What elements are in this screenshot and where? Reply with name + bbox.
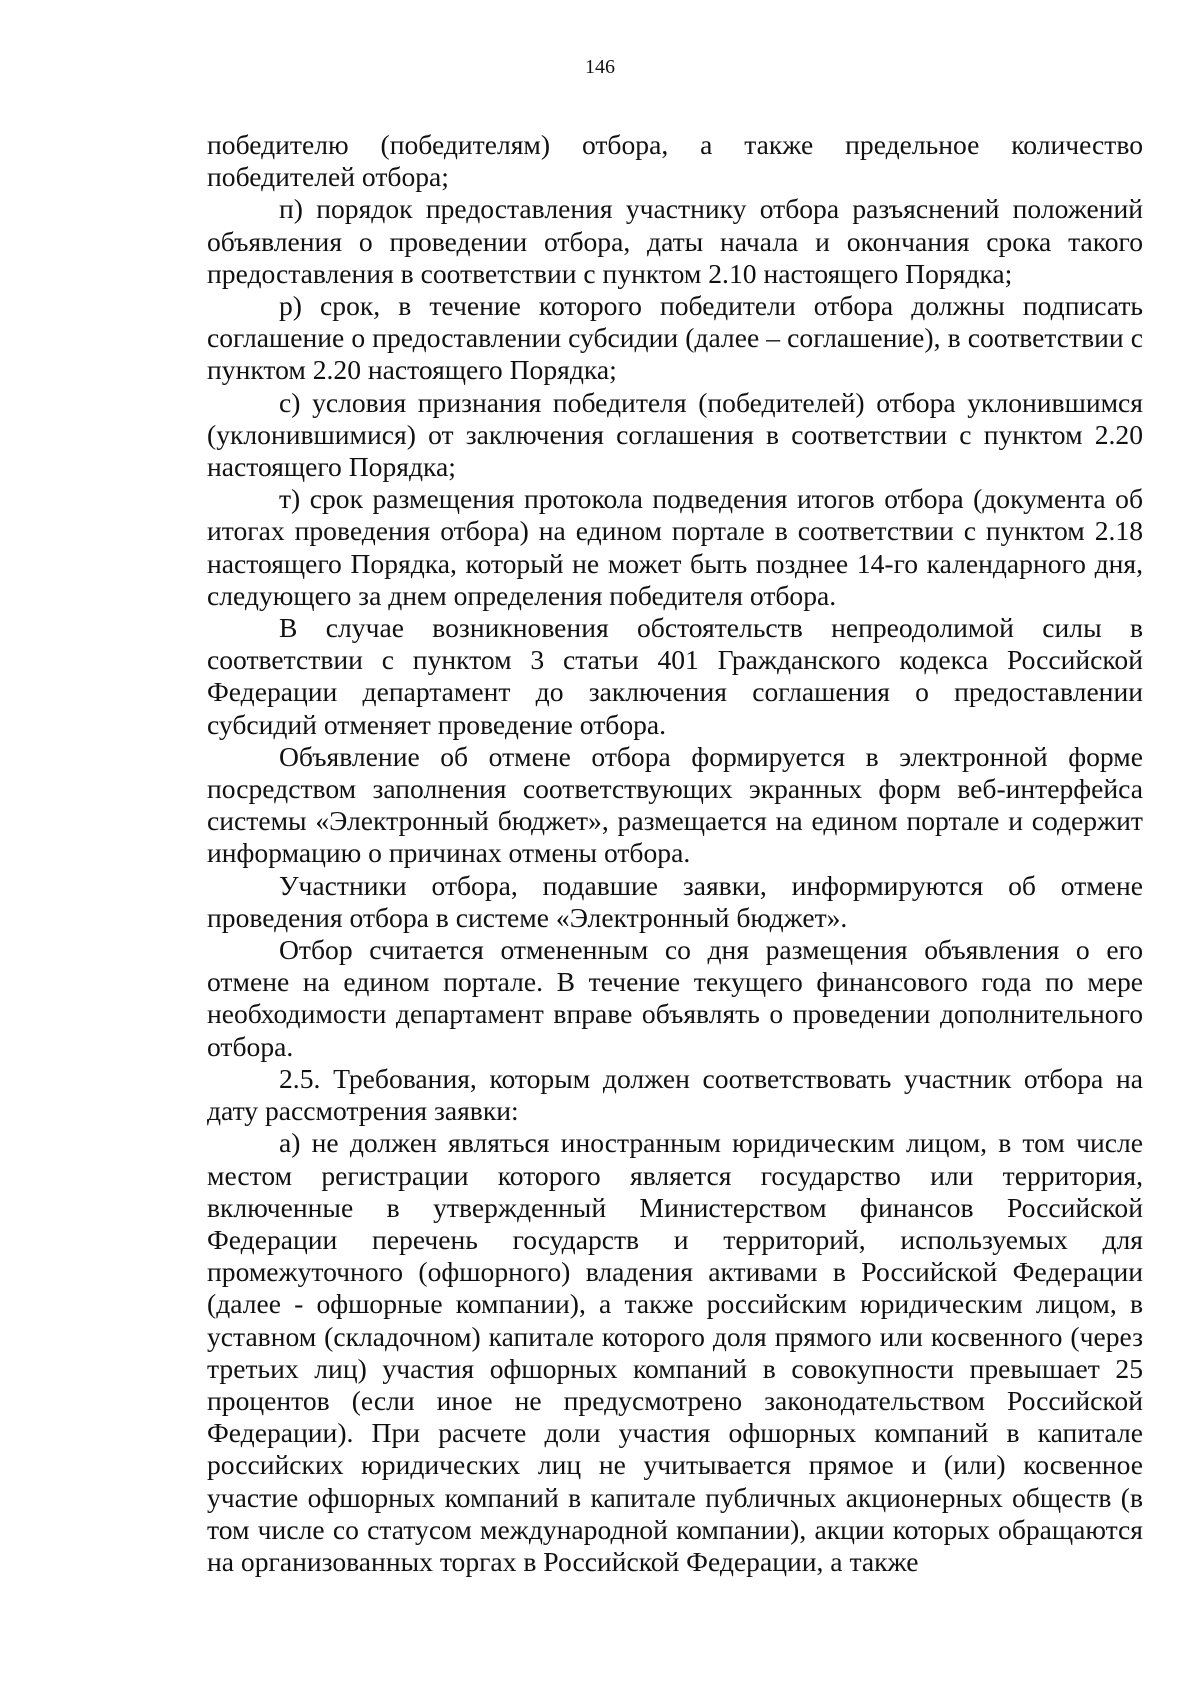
paragraph-item-a: а) не должен являться иностранным юридическим лицом, в том числе местом регистрации которого является государство или территория, включенные в утвержденный Министерством финансов Российской Федерации перечень государств и территорий, используемых для промежуточного (офшорного) владения активами в Российской Федерации (далее - офшорные компании), а также российским юридическим лицом, в уставном (складочном) капитале которого доля прямого или косвенного (через третьих лиц) участия офшорных компаний в совокупности превышает 25 процентов (если иное не предусмотрено законодательством Российской Федерации). При расчете доли участия офшорных компаний в капитале российских юридических лиц не учитывается прямое и (или) косвенное участие офшорных компаний в капитале публичных акционерных обществ (в том числе со статусом международной компании), акции которых обращаются на организованных торгах в Российской Федерации, а также — [207, 1127, 1143, 1577]
paragraph-cancellation-notice: Объявление об отмене отбора формируется в электронной форме посредством заполнения соответствующих экранных форм веб-интерфейса системы «Электронный бюджет», размещается на едином портале и содержит информацию о причинах отмены отбора. — [207, 740, 1143, 869]
paragraph-item-t: т) срок размещения протокола подведения итогов отбора (документа об итогах проведения отбора) на едином портале в соответствии с пунктом 2.18 настоящего Порядка, который не может быть позднее 14-го календарного дня, следующего за днем определения победителя отбора. — [207, 483, 1143, 611]
paragraph-section-2-5: 2.5. Требования, которым должен соответствовать участник отбора на дату рассмотрения заявки: — [207, 1062, 1143, 1127]
paragraph-item-p: п) порядок предоставления участнику отбора разъяснений положений объявления о проведении отбора, даты начала и окончания срока такого предоставления в соответствии с пунктом 2.10 настоящего Порядка; — [207, 193, 1143, 289]
page-number: 146 — [585, 56, 615, 78]
document-body — [207, 129, 1143, 1578]
paragraph-force-majeure: В случае возникновения обстоятельств непреодолимой силы в соответствии с пунктом 3 статьи 401 Гражданского кодекса Российской Федерации департамент до заключения соглашения о предоставлении субсидий отменяет проведение отбора. — [207, 612, 1143, 740]
paragraph-participants-informed: Участники отбора, подавшие заявки, информируются об отмене проведения отбора в системе «Электронный бюджет». — [207, 869, 1143, 933]
paragraph-continuation: победителю (победителям) отбора, а также предельное количество победителей отбора; — [207, 129, 1143, 193]
paragraph-item-s: с) условия признания победителя (победителей) отбора уклонившимся (уклонившимися) от заключения соглашения в соответствии с пунктом 2.20 настоящего Порядка; — [207, 386, 1143, 483]
paragraph-item-r: р) срок, в течение которого победители отбора должны подписать соглашение о предоставлении субсидии (далее – соглашение), в соответствии с пунктом 2.20 настоящего Порядка; — [207, 290, 1143, 386]
paragraph-cancellation-date: Отбор считается отмененным со дня размещения объявления о его отмене на едином портале. В течение текущего финансового года по мере необходимости департамент вправе объявлять о проведении дополнительного отбора. — [207, 934, 1143, 1062]
